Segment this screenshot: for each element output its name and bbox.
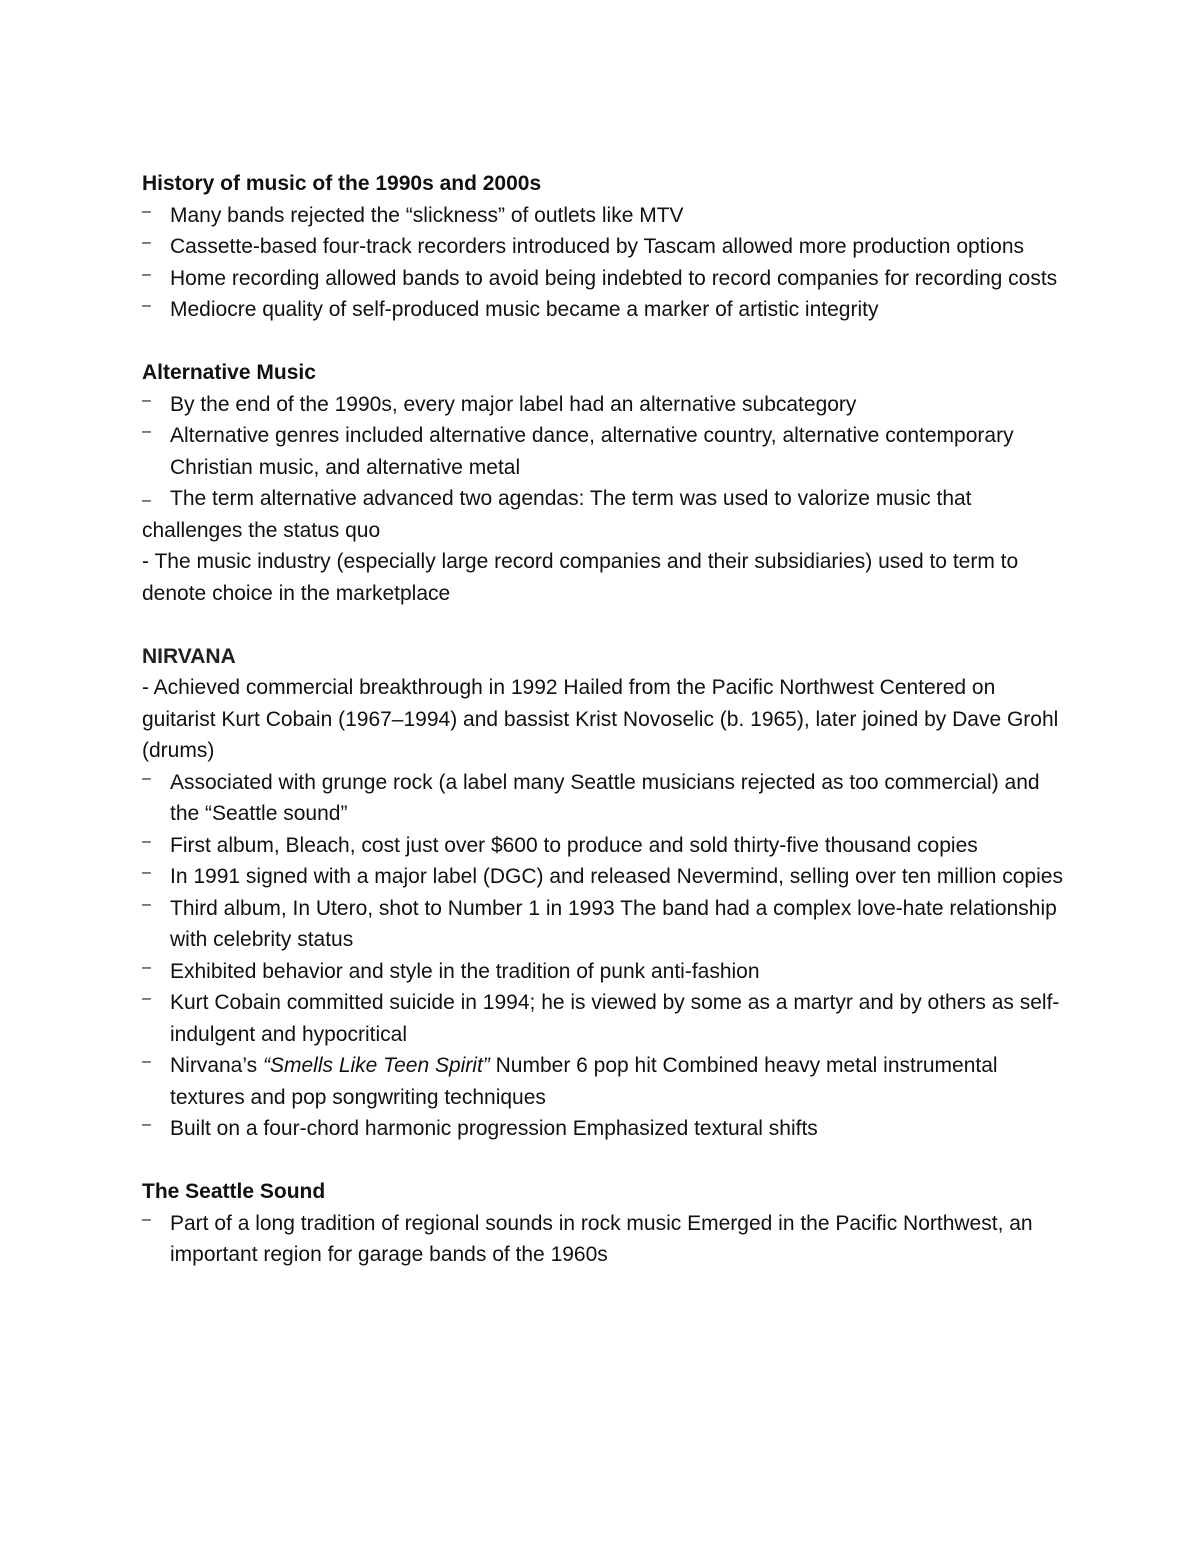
bullet-list: [142, 1208, 1072, 1271]
dash-glyph: –: [142, 391, 151, 409]
list-item-text: Associated with grunge rock (a label many Seattle musicians rejected as too commercial) and the “Seattle sound”: [170, 770, 1040, 825]
list-item: [142, 420, 1072, 483]
section-history: [142, 168, 1072, 326]
dash-glyph: –: [142, 958, 151, 976]
list-item-text: The term alternative advanced two agendas: The term was used to valorize music that challenges the status quo: [142, 487, 972, 542]
list-item: [142, 263, 1072, 295]
list-item-text: Cassette-based four-track recorders introduced by Tascam allowed more production options: [170, 235, 1025, 258]
spacer: [142, 609, 1072, 641]
song-prefix: Nirvana’s: [170, 1054, 263, 1077]
list-item-text: Kurt Cobain committed suicide in 1994; he is viewed by some as a martyr and by others as self-indulgent and hypocritical: [170, 991, 1060, 1046]
list-item: [142, 830, 1072, 862]
list-item: [142, 389, 1072, 421]
list-item-text: By the end of the 1990s, every major label had an alternative subcategory: [170, 392, 857, 416]
paragraph: - Achieved commercial breakthrough in 1992 Hailed from the Pacific Northwest Centered on guitarist Kurt Cobain (1967–1994) and bassist Krist Novoselic (b. 1965), later joined by Dave Grohl (drums): [142, 676, 1059, 762]
section-heading: Alternative Music: [142, 361, 316, 384]
list-item-text: Third album, In Utero, shot to Number 1 in 1993 The band had a complex love-hate relationship with celebrity status: [170, 896, 1057, 951]
bullet-list: [142, 200, 1072, 326]
section-heading: History of music of the 1990s and 2000s: [142, 172, 542, 195]
section-heading: The Seattle Sound: [142, 1180, 326, 1203]
list-item: [142, 1050, 1072, 1113]
dash-glyph: –: [142, 202, 151, 220]
dash-glyph: –: [142, 1053, 151, 1070]
dash-glyph: –: [142, 423, 151, 440]
paragraph: - The music industry (especially large record companies and their subsidiaries) used to term to denote choice in the marketplace: [142, 550, 1019, 605]
dash-glyph: –: [142, 990, 151, 1007]
list-item: [142, 987, 1072, 1050]
dash-glyph: –: [142, 864, 151, 881]
bullet-list: [142, 389, 1072, 547]
list-item: [142, 231, 1072, 263]
list-item-text: Part of a long tradition of regional sounds in rock music Emerged in the Pacific Northwest, an important region for garage bands of the 1960s: [170, 1211, 1033, 1266]
list-item: [142, 483, 1072, 546]
song-suffix: Number 6 pop hit Combined heavy metal instrumental textures and pop songwriting techniques: [170, 1054, 998, 1109]
list-item: [142, 893, 1072, 956]
list-item-text: Mediocre quality of self-produced music became a marker of artistic integrity: [170, 298, 879, 321]
section-nirvana: [142, 641, 1072, 1145]
list-item-text: Exhibited behavior and style in the tradition of punk anti-fashion: [170, 959, 760, 983]
list-item-text: Built on a four-chord harmonic progression Emphasized textural shifts: [170, 1117, 818, 1140]
dash-glyph: –: [142, 492, 151, 509]
dash-glyph: –: [142, 234, 151, 251]
section-seattle-sound: [142, 1176, 1072, 1271]
dash-glyph: –: [142, 265, 151, 283]
list-item-text: Home recording allowed bands to avoid being indebted to record companies for recording costs: [170, 266, 1058, 290]
section-heading: NIRVANA: [142, 644, 236, 668]
list-item-text: First album, Bleach, cost just over $600 to produce and sold thirty-five thousand copies: [170, 833, 978, 857]
list-item-text: Many bands rejected the “slickness” of outlets like MTV: [170, 203, 684, 227]
list-item-text: In 1991 signed with a major label (DGC) and released Nevermind, selling over ten million copies: [170, 865, 1063, 888]
document-page: [142, 168, 1072, 1271]
bullet-list: [142, 767, 1072, 1145]
dash-glyph: –: [142, 769, 151, 787]
dash-glyph: –: [142, 297, 151, 314]
song-title: “Smells Like Teen Spirit”: [262, 1054, 490, 1077]
list-item: [142, 1208, 1072, 1271]
list-item-text: Alternative genres included alternative dance, alternative country, alternative contemporary Christian music, and alternative metal: [170, 424, 1014, 479]
list-item: [142, 294, 1072, 326]
list-item: [142, 767, 1072, 830]
list-item: [142, 1113, 1072, 1145]
dash-glyph: –: [142, 1210, 151, 1228]
dash-glyph: –: [142, 895, 151, 913]
list-item: [142, 861, 1072, 893]
list-item: [142, 956, 1072, 988]
section-alternative-music: [142, 357, 1072, 609]
dash-glyph: –: [142, 1116, 151, 1133]
spacer: [142, 1145, 1072, 1177]
list-item: [142, 200, 1072, 232]
dash-glyph: –: [142, 832, 151, 850]
spacer: [142, 326, 1072, 358]
